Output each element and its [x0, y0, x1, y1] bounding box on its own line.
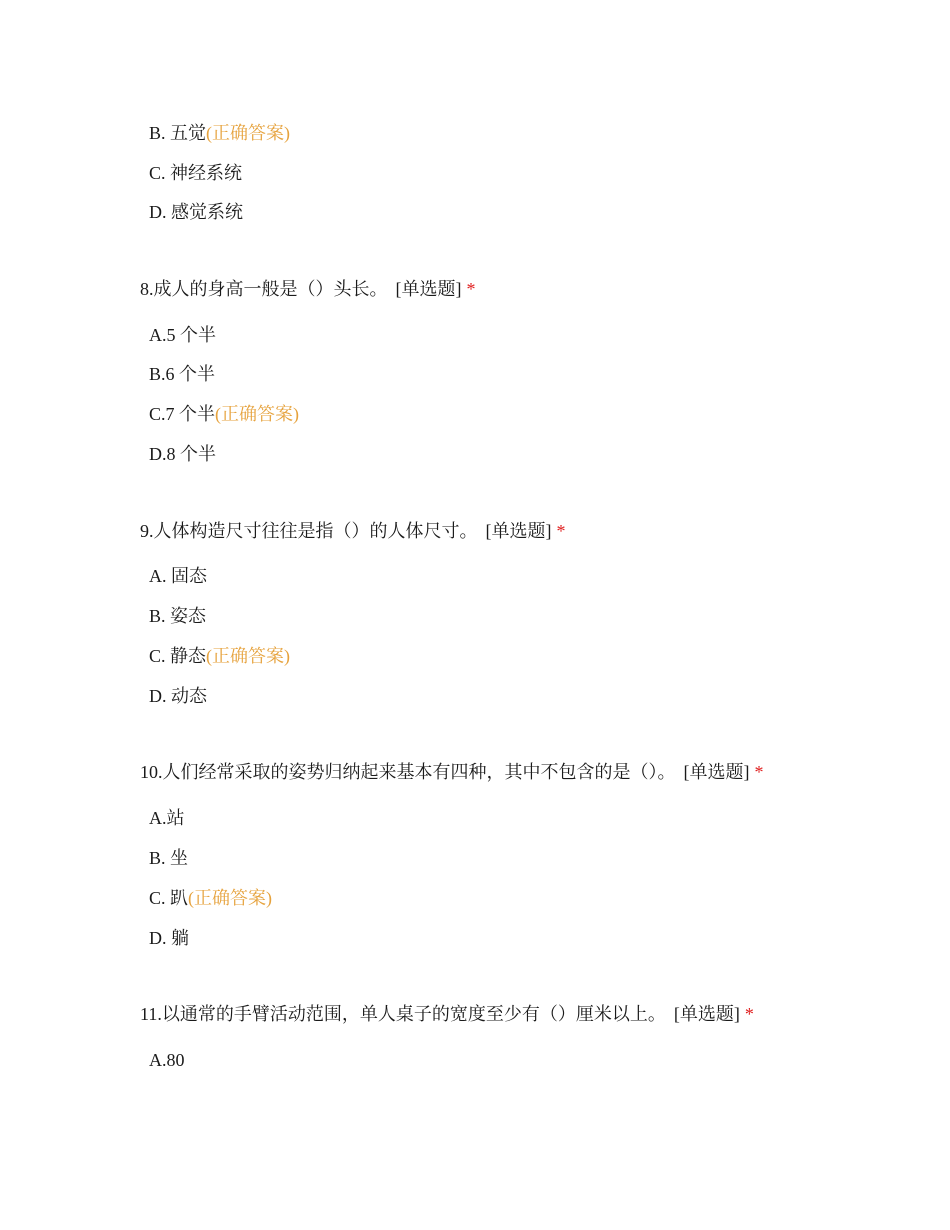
question-type: [单选题]: [673, 1004, 740, 1024]
option-text: D.8 个半: [149, 444, 216, 464]
question-type: [单选题]: [485, 521, 552, 541]
q7-option-c[interactable]: [149, 161, 242, 185]
q7-option-b[interactable]: [149, 121, 290, 145]
q9-option-a[interactable]: [149, 564, 207, 588]
q10-option-c[interactable]: [149, 886, 272, 910]
question-text: 10.人们经常采取的姿势归纳起来基本有四种，其中不包含的是（）。: [140, 762, 676, 782]
correct-answer-tag: (正确答案): [188, 888, 273, 908]
q8-option-a[interactable]: [149, 323, 216, 347]
correct-answer-tag: (正确答案): [215, 404, 300, 424]
option-text: B. 五觉: [149, 123, 207, 143]
question-type: [单选题]: [395, 279, 462, 299]
correct-answer-tag: (正确答案): [206, 646, 291, 666]
option-text: A.5 个半: [149, 325, 216, 345]
q9-title: [140, 519, 566, 543]
option-text: B. 姿态: [149, 606, 207, 626]
q9-option-b[interactable]: [149, 604, 206, 628]
option-text: C.7 个半: [149, 404, 216, 424]
q9-option-c[interactable]: [149, 644, 290, 668]
q10-option-b[interactable]: [149, 846, 188, 870]
question-text: 11.以通常的手臂活动范围，单人桌子的宽度至少有（）厘米以上。: [140, 1004, 666, 1024]
question-type: [单选题]: [683, 762, 750, 782]
required-mark: *: [556, 521, 566, 541]
option-text: A.站: [149, 808, 185, 828]
correct-answer-tag: (正确答案): [206, 123, 291, 143]
option-text: A. 固态: [149, 566, 207, 586]
q7-option-d[interactable]: [149, 200, 243, 224]
q8-option-b[interactable]: [149, 362, 215, 386]
q8-option-c[interactable]: [149, 402, 299, 426]
q10-option-a[interactable]: [149, 806, 185, 830]
option-text: C. 静态: [149, 646, 207, 666]
q11-option-a[interactable]: [149, 1048, 185, 1072]
option-text: C. 趴: [149, 888, 189, 908]
q10-title: [140, 760, 764, 784]
q8-option-d[interactable]: [149, 442, 216, 466]
question-text: 8.成人的身高一般是（）头长。: [140, 279, 388, 299]
option-text: A.80: [149, 1050, 185, 1070]
option-text: B. 坐: [149, 848, 189, 868]
required-mark: *: [466, 279, 476, 299]
required-mark: *: [754, 762, 764, 782]
q10-option-d[interactable]: [149, 926, 189, 950]
q11-title: [140, 1002, 754, 1026]
question-text: 9.人体构造尺寸往往是指（）的人体尺寸。: [140, 521, 478, 541]
q9-option-d[interactable]: [149, 684, 207, 708]
option-text: D. 躺: [149, 928, 189, 948]
required-mark: *: [744, 1004, 754, 1024]
q8-title: [140, 277, 476, 301]
option-text: C. 神经系统: [149, 163, 243, 183]
option-text: B.6 个半: [149, 364, 216, 384]
option-text: D. 动态: [149, 686, 207, 706]
option-text: D. 感觉系统: [149, 202, 243, 222]
